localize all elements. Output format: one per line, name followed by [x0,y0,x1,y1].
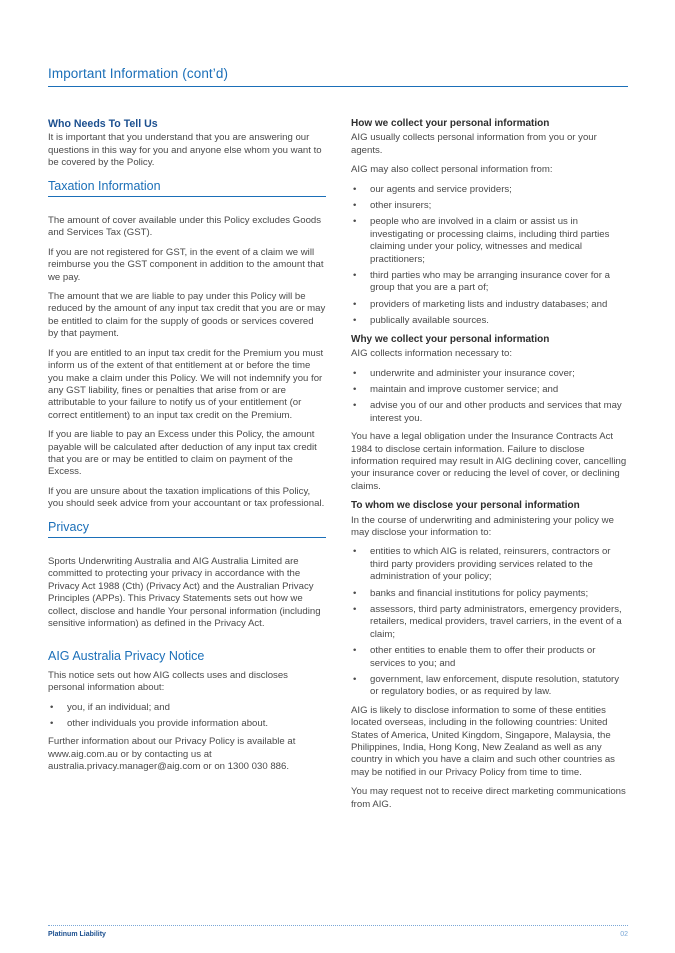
who-heading: Who Needs To Tell Us [48,118,158,130]
bullet-icon: • [353,315,357,327]
tax-paragraph: The amount that we are liable to pay under this Policy will be reduced by the amount of any input tax credit that you are or may be entitled to claim for the supply of goods or services covered by that payment. [48,291,326,340]
list-item [351,400,629,425]
footer-divider [48,925,628,926]
list-item-text: providers of marketing lists and industry databases; and [370,298,608,310]
list-item [351,200,629,212]
right-column [351,118,629,818]
bullet-icon: • [353,645,357,657]
notice-further-info: Further information about our Privacy Policy is available at www.aig.com.au or by contacting us at australia.privacy.manager@aig.com or on 1300 030 886. [48,736,296,773]
list-item [351,546,629,583]
page-number: 02 [620,931,628,938]
list-item-text: other individuals you provide information about. [67,718,269,730]
page-footer [48,925,628,938]
tax-paragraph: The amount of cover available under this Policy excludes Goods and Services Tax (GST). [48,215,322,239]
list-item-text: you, if an individual; and [67,701,170,713]
marketing-text: You may request not to receive direct marketing communications from AIG. [351,786,626,810]
left-column [48,118,326,781]
bullet-icon: • [353,367,357,379]
list-item-text: assessors, third party administrators, emergency providers, retailers, medical providers, travel carriers, in the event of a claim; [370,604,622,640]
list-item [48,718,326,730]
list-item [351,368,629,380]
privacy-text: Sports Underwriting Australia and AIG Australia Limited are committed to protecting your privacy in accordance with the Privacy Act 1988 (Cth) (Privacy Act) and the Australian Privacy Principles (APPs). This Privacy Statements sets out how we collect, disclose and handle Your personal information (including sensitive information) as defined in the Privacy Act. [48,555,321,629]
list-item [351,604,629,641]
collect-text: AIG usually collects personal information from you or your agents. [351,132,597,156]
page-title: Important Information (cont’d) [48,66,229,81]
tax-paragraph: If you are not registered for GST, in the event of a claim we will reimburse you the GST component in addition to the amount that we pay. [48,246,324,283]
bullet-icon: • [353,183,357,195]
list-item-text: advise you of our and other products and services that may interest you. [370,400,622,424]
tax-paragraph: If you are entitled to an input tax credit for the Premium you must inform us of the extent of that entitlement at or before the time you make a claim under this Policy. We will not indemnify you for any GST liability, fines or penalties that arise from or are attributable to your failure to notify us of your entitlement (or correct entitlement) to an input tax credit on the Premium. [48,347,324,421]
list-item [351,645,629,670]
collect-heading: How we collect your personal information [351,118,550,129]
list-item [48,702,326,714]
bullet-icon: • [353,400,357,412]
list-item [351,588,629,600]
header-rule [48,86,628,87]
list-item [351,216,629,266]
list-item [351,315,629,327]
bullet-icon: • [353,674,357,686]
list-item [351,270,629,295]
bullet-icon: • [353,587,357,599]
list-item-text: government, law enforcement, dispute resolution, statutory or regulatory bodies, or as required by law. [370,674,620,698]
notice-bullet-list [48,702,326,731]
list-item-text: maintain and improve customer service; and [370,383,559,395]
list-item [351,299,629,311]
list-item-text: third parties who may be arranging insurance cover for a group that you are a part of; [370,270,610,294]
privacy-heading: Privacy [48,519,89,534]
taxation-rule [48,196,326,197]
tax-paragraph: If you are liable to pay an Excess under this Policy, the amount payable will be calculated after deduction of any input tax credit that you are or may be entitled to claim on payment of the Excess. [48,429,317,478]
list-item-text: publically available sources. [370,315,489,327]
bullet-icon: • [353,216,357,228]
whom-text: In the course of underwriting and administering your policy we may disclose your information to: [351,514,614,538]
list-item-text: our agents and service providers; [370,183,512,195]
why-text: You have a legal obligation under the Insurance Contracts Act 1984 to disclose certain information. Failure to disclose information required may result in AIG declining cover, cancelling your insurance cover or reducing the level of cover, or declining claims. [351,431,627,492]
bullet-icon: • [50,718,54,730]
collect-text: AIG may also collect personal information from: [351,164,553,176]
bullet-icon: • [353,604,357,615]
who-text: It is important that you understand that you are answering our questions in this way for you and anyone else whom you want to be covered by the Policy. [48,132,322,169]
list-item-text: people who are involved in a claim or assist us in investigating or processing claims, including third parties claiming under your policy, witnesses and medical practitioners; [370,216,610,265]
why-heading: Why we collect your personal information [351,333,550,345]
privacy-notice-heading: AIG Australia Privacy Notice [48,649,205,664]
bullet-icon: • [50,701,54,713]
page-header [48,66,628,87]
whom-bullet-list [351,546,629,698]
bullet-icon: • [353,546,357,558]
privacy-rule [48,537,326,538]
footer-product-name: Platinum Liability [48,931,106,938]
list-item [351,384,629,396]
why-bullet-list [351,368,629,426]
list-item [351,184,629,196]
collect-bullet-list [351,184,629,328]
taxation-heading: Taxation Information [48,178,161,193]
list-item-text: underwrite and administer your insurance cover; [370,367,575,379]
list-item-text: other entities to enable them to offer their products or services to you; and [370,645,596,669]
overseas-text: AIG is likely to disclose information to some of these entities located overseas, including in the following countries: United States of America, United Kingdom, Singapore, Malaysia, the Philippines, India, Hong Kong, New Zealand as well as any country in which you have a claim and such other countries as may be notified in our Privacy Policy from time to time. [351,704,615,778]
list-item [351,674,629,699]
list-item-text: banks and financial institutions for policy payments; [370,587,589,599]
why-text: AIG collects information necessary to: [351,348,513,360]
bullet-icon: • [353,270,357,282]
bullet-icon: • [353,200,357,212]
whom-heading: To whom we disclose your personal information [351,500,580,512]
list-item-text: other insurers; [370,200,432,212]
tax-paragraph: If you are unsure about the taxation implications of this Policy, you should seek advice from your accountant or tax professional. [48,485,325,510]
bullet-icon: • [353,383,357,395]
bullet-icon: • [353,298,357,310]
list-item-text: entities to which AIG is related, reinsurers, contractors or third party providers providing services related to the administration of your policy; [370,546,611,583]
notice-intro: This notice sets out how AIG collects uses and discloses personal information about: [48,669,288,694]
